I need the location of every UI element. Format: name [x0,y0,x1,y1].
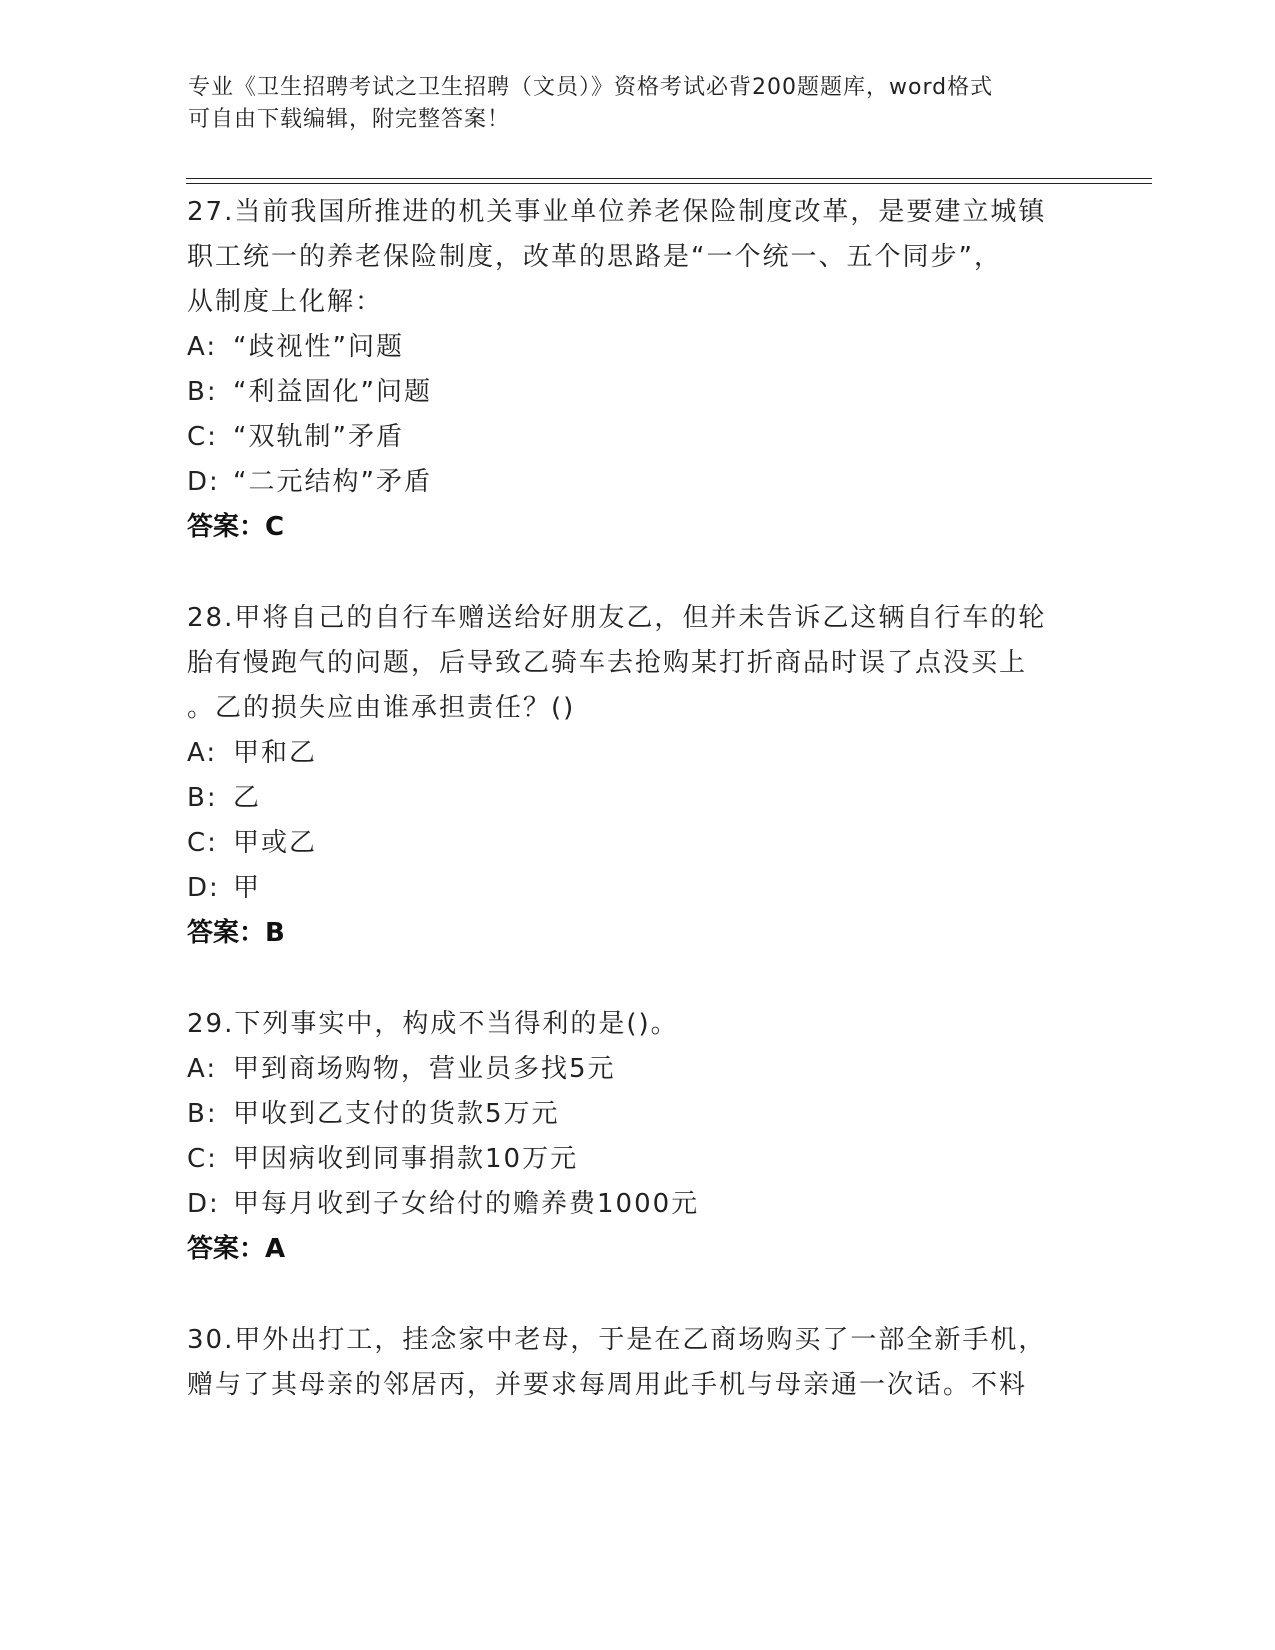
option-text: “双轨制”矛盾 [233,422,404,452]
option-c [187,415,1087,460]
answer-line: 答案：B [187,918,285,948]
option-letter: D: [187,467,220,497]
question-stem-line: 29.下列事实中，构成不当得利的是()。 [187,1009,679,1039]
option-text: 乙 [233,783,262,813]
option-letter: D: [187,873,220,903]
document-header [188,72,1068,136]
option-text: 甲或乙 [233,828,318,858]
option-letter: C: [187,828,218,858]
option-text: 甲收到乙支付的货款5万元 [233,1099,560,1129]
option-text: 甲和乙 [233,738,318,768]
question-list [187,190,1087,1408]
option-text: “二元结构”矛盾 [233,467,432,497]
option-text: “利益固化”问题 [233,377,432,407]
question-stem-line: 27.当前我国所推进的机关事业单位养老保险制度改革，是要建立城镇 [187,197,1047,227]
option-d [187,1182,1087,1227]
header-divider-top [186,178,1152,179]
answer-line: 答案：A [187,1234,286,1264]
question-stem-line: 职工统一的养老保险制度，改革的思路是“一个统一、五个同步”， [187,242,1002,272]
header-divider-bottom [186,183,1152,184]
question-stem-line: 28.甲将自己的自行车赠送给好朋友乙，但并未告诉乙这辆自行车的轮 [187,603,1047,633]
option-c [187,821,1087,866]
option-letter: B: [187,377,218,407]
option-d [187,866,1087,911]
question-spacer [187,956,1087,1002]
option-letter: A: [187,332,218,362]
option-text: 甲到商场购物，营业员多找5元 [233,1054,616,1084]
option-letter: C: [187,422,218,452]
question-stem-line: 30.甲外出打工，挂念家中老母，于是在乙商场购买了一部全新手机， [187,1325,1047,1355]
option-b [187,776,1087,821]
option-a [187,731,1087,776]
question-stem-line: 胎有慢跑气的问题，后导致乙骑车去抢购某打折商品时误了点没买上 [187,648,1028,678]
option-letter: C: [187,1144,218,1174]
option-b [187,370,1087,415]
question-spacer [187,550,1087,596]
option-letter: B: [187,783,218,813]
question-28 [187,596,1087,956]
header-line-2: 可自由下载编辑，附完整答案！ [188,107,511,132]
option-letter: A: [187,738,218,768]
question-29 [187,1002,1087,1272]
question-stem-line: 赠与了其母亲的邻居丙，并要求每周用此手机与母亲通一次话。不料 [187,1370,1028,1400]
option-text: 甲因病收到同事捐款10万元 [233,1144,579,1174]
question-spacer [187,1272,1087,1318]
option-text: 甲每月收到子女给付的赡养费1000元 [233,1189,700,1219]
option-text: 甲 [233,873,262,903]
option-letter: D: [187,1189,220,1219]
option-c [187,1137,1087,1182]
option-letter: A: [187,1054,218,1084]
option-d [187,460,1087,505]
option-a [187,325,1087,370]
option-b [187,1092,1087,1137]
question-stem-line: 。乙的损失应由谁承担责任？() [187,693,576,723]
question-stem-line: 从制度上化解： [187,287,384,317]
question-27 [187,190,1087,550]
option-letter: B: [187,1099,218,1129]
option-text: “歧视性”问题 [233,332,404,362]
option-a [187,1047,1087,1092]
question-30 [187,1318,1087,1408]
answer-line: 答案：C [187,512,285,542]
header-line-1: 专业《卫生招聘考试之卫生招聘（文员）》资格考试必背200题题库，word格式 [188,75,994,100]
